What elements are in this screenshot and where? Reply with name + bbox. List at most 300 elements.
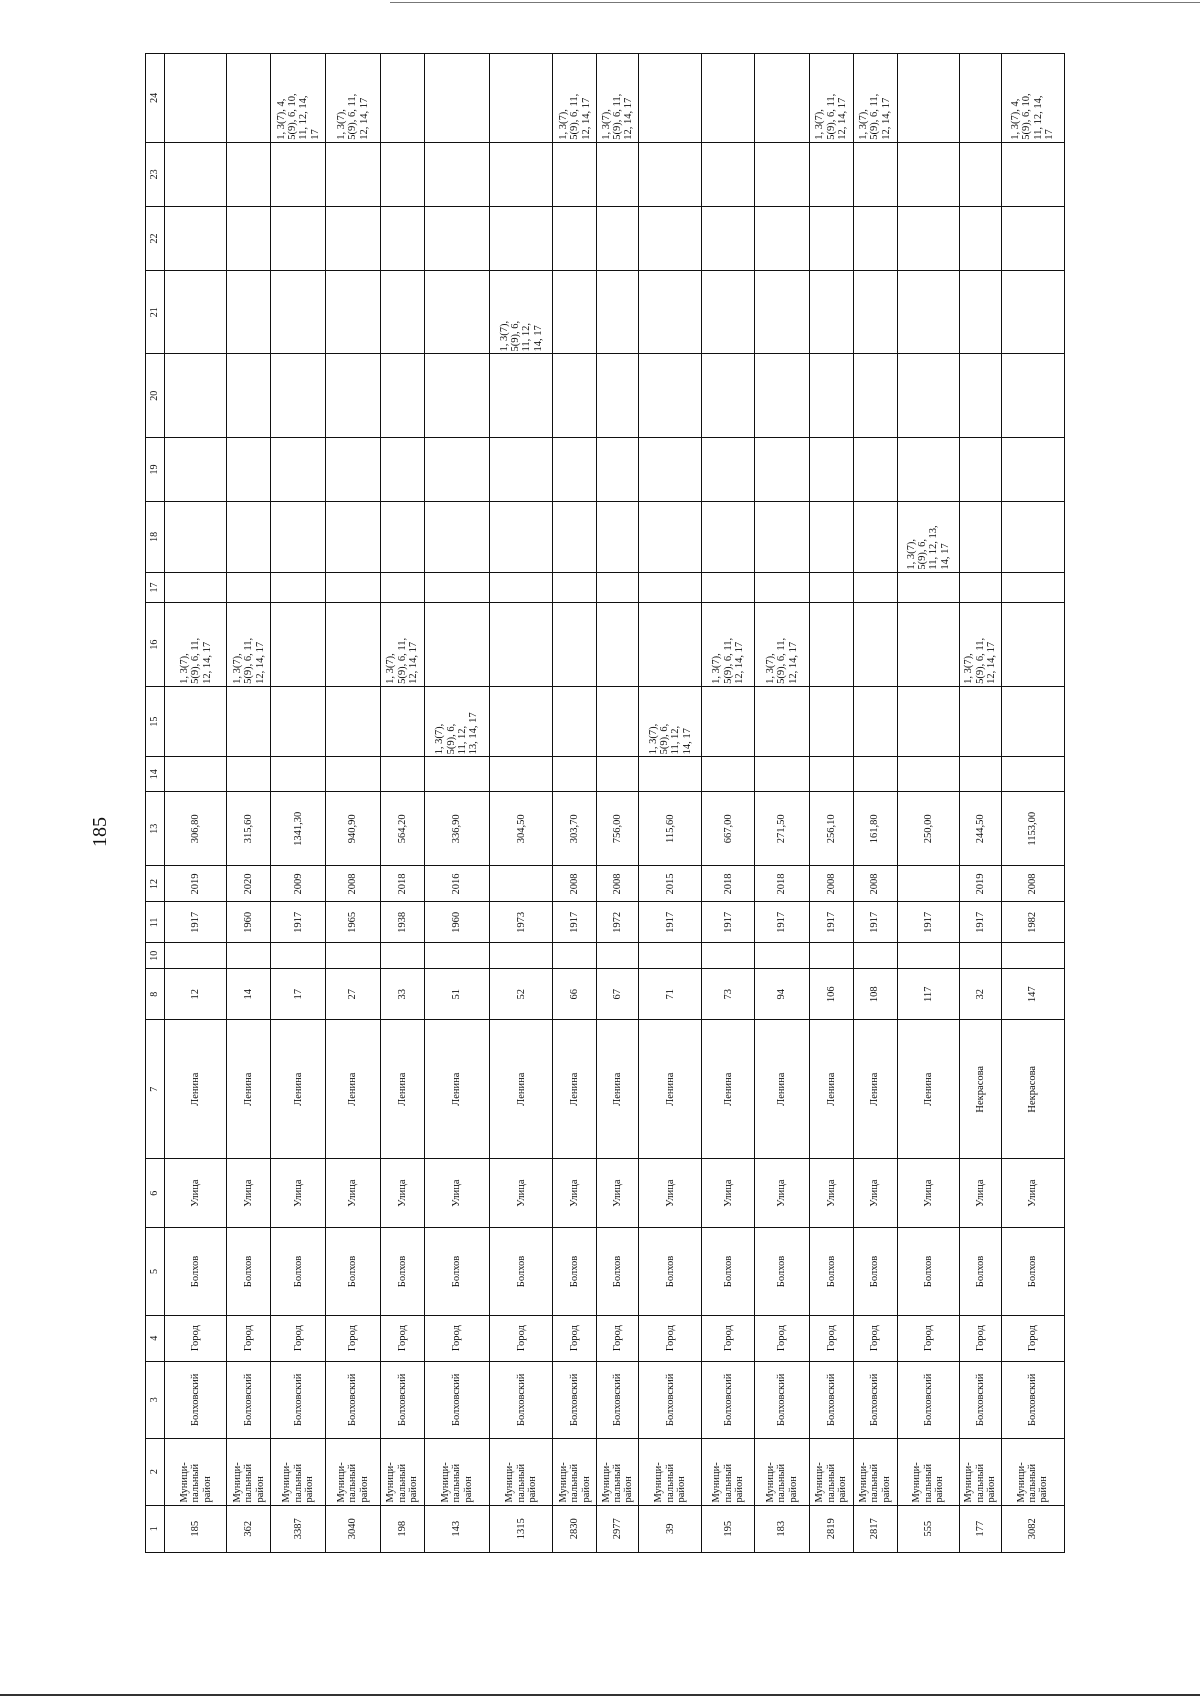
table-cell: Муници- пальный район <box>1001 1438 1064 1505</box>
table-cell: 12 <box>165 969 227 1020</box>
table-cell <box>597 206 639 270</box>
table-cell: Болховский <box>424 1361 489 1438</box>
column-number: 1 <box>146 1505 165 1552</box>
table-cell: Муници- пальный район <box>424 1438 489 1505</box>
table-cell: Болхов <box>227 1228 271 1315</box>
table-cell: Муници- пальный район <box>755 1438 810 1505</box>
table-cell <box>424 943 489 969</box>
table-cell <box>639 142 702 206</box>
table-cell: 177 <box>959 1505 1001 1552</box>
table-cell <box>227 943 271 969</box>
table-cell: Болхов <box>597 1228 639 1315</box>
table-cell: 143 <box>424 1505 489 1552</box>
table-cell <box>553 572 597 603</box>
table-cell <box>227 757 271 792</box>
table-cell <box>897 437 959 501</box>
table-cell <box>326 603 381 686</box>
table-cell <box>597 502 639 573</box>
table-row <box>490 54 553 1553</box>
table-cell <box>424 206 489 270</box>
table-cell: 1, 3(7), 5(9), 6, 11, 12, 14, 17 <box>380 603 424 686</box>
table-cell <box>380 502 424 573</box>
table-cell: Город <box>271 1315 326 1361</box>
table-cell: 3040 <box>326 1505 381 1552</box>
table-cell: Болховский <box>553 1361 597 1438</box>
table-cell: Болховский <box>853 1361 897 1438</box>
table-cell: Город <box>853 1315 897 1361</box>
table-cell <box>165 54 227 143</box>
table-cell: 336,90 <box>424 792 489 866</box>
table-cell <box>639 572 702 603</box>
table-cell: Болхов <box>809 1228 853 1315</box>
table-cell <box>702 943 755 969</box>
table-cell: 1917 <box>271 902 326 943</box>
table-cell: Улица <box>553 1159 597 1228</box>
table-cell: Муници- пальный район <box>326 1438 381 1505</box>
table-cell: Муници- пальный район <box>897 1438 959 1505</box>
table-cell <box>755 206 810 270</box>
table-cell <box>165 943 227 969</box>
table-cell <box>424 603 489 686</box>
table-cell <box>424 142 489 206</box>
table-cell: 303,70 <box>553 792 597 866</box>
table-cell <box>702 572 755 603</box>
table-cell: 1982 <box>1001 902 1064 943</box>
table-cell <box>165 757 227 792</box>
table-cell: 564,20 <box>380 792 424 866</box>
table-row <box>755 54 810 1553</box>
table-cell <box>553 686 597 757</box>
table-cell: 1341,30 <box>271 792 326 866</box>
table-cell <box>1001 502 1064 573</box>
table-cell <box>424 354 489 437</box>
table-cell: Город <box>490 1315 553 1361</box>
table-cell: Болхов <box>853 1228 897 1315</box>
table-cell: 17 <box>271 969 326 1020</box>
table-cell: Болхов <box>755 1228 810 1315</box>
table-cell: Муници- пальный район <box>490 1438 553 1505</box>
table-cell: 94 <box>755 969 810 1020</box>
table-row <box>271 54 326 1553</box>
table-cell <box>380 437 424 501</box>
column-number: 8 <box>146 969 165 1020</box>
table-cell: 1917 <box>809 902 853 943</box>
table-cell: 2817 <box>853 1505 897 1552</box>
column-number: 10 <box>146 943 165 969</box>
table-cell: 2977 <box>597 1505 639 1552</box>
table-cell <box>1001 943 1064 969</box>
table-cell <box>809 757 853 792</box>
table-cell: Болхов <box>702 1228 755 1315</box>
column-number: 5 <box>146 1228 165 1315</box>
table-cell: Город <box>165 1315 227 1361</box>
table-cell: Муници- пальный район <box>959 1438 1001 1505</box>
table-cell <box>424 572 489 603</box>
header-row <box>146 54 165 1553</box>
table-cell <box>165 271 227 354</box>
table-cell <box>702 502 755 573</box>
table-cell: 756,00 <box>597 792 639 866</box>
table-cell: 198 <box>380 1505 424 1552</box>
table-cell <box>326 757 381 792</box>
table-cell <box>553 437 597 501</box>
table-cell <box>897 866 959 902</box>
table-cell <box>853 757 897 792</box>
table-cell <box>553 502 597 573</box>
table-cell: 2008 <box>326 866 381 902</box>
table-cell: 2830 <box>553 1505 597 1552</box>
table-cell <box>702 437 755 501</box>
table-cell: Муници- пальный район <box>165 1438 227 1505</box>
table-cell <box>755 757 810 792</box>
table-cell: Болховский <box>897 1361 959 1438</box>
table-cell <box>959 437 1001 501</box>
table-cell: 1, 3(7), 5(9), 6, 11, 12, 14, 17 <box>809 54 853 143</box>
table-row <box>424 54 489 1553</box>
table-cell: 2008 <box>597 866 639 902</box>
table-cell <box>553 943 597 969</box>
table-cell <box>490 686 553 757</box>
table-cell <box>1001 206 1064 270</box>
table-cell <box>959 943 1001 969</box>
table-cell: 185 <box>165 1505 227 1552</box>
table-cell <box>326 437 381 501</box>
table-cell: Улица <box>165 1159 227 1228</box>
table-cell <box>227 142 271 206</box>
table-cell <box>809 271 853 354</box>
table-cell <box>271 603 326 686</box>
table-cell <box>165 572 227 603</box>
table-cell: 1, 3(7), 5(9), 6, 11, 12, 14, 17 <box>227 603 271 686</box>
table-row <box>853 54 897 1553</box>
column-number: 3 <box>146 1361 165 1438</box>
table-cell: Болховский <box>165 1361 227 1438</box>
table-cell <box>959 572 1001 603</box>
table-cell: Улица <box>271 1159 326 1228</box>
table-cell: Улица <box>853 1159 897 1228</box>
table-cell <box>639 54 702 143</box>
table-cell <box>326 502 381 573</box>
table-cell: 667,00 <box>702 792 755 866</box>
table-cell <box>553 354 597 437</box>
table-cell <box>702 354 755 437</box>
table-cell <box>553 271 597 354</box>
table-cell <box>702 757 755 792</box>
table-cell: 1938 <box>380 902 424 943</box>
table-cell: 195 <box>702 1505 755 1552</box>
table-cell <box>326 354 381 437</box>
table-cell <box>271 943 326 969</box>
table-cell: Город <box>702 1315 755 1361</box>
table-cell <box>959 354 1001 437</box>
table-cell: Улица <box>424 1159 489 1228</box>
table-cell <box>1001 757 1064 792</box>
table-cell: 1, 3(7), 5(9), 6, 11, 12, 14, 17 <box>326 54 381 143</box>
table-cell <box>326 686 381 757</box>
table-cell <box>639 271 702 354</box>
table-cell <box>380 757 424 792</box>
table-cell <box>755 271 810 354</box>
table-cell: 161,80 <box>853 792 897 866</box>
table-cell <box>490 572 553 603</box>
table-cell: 2019 <box>165 866 227 902</box>
table-cell <box>490 54 553 143</box>
table-cell <box>271 206 326 270</box>
table-cell <box>853 437 897 501</box>
table-cell: 2009 <box>271 866 326 902</box>
table-cell <box>165 142 227 206</box>
table-cell: 2018 <box>755 866 810 902</box>
column-number: 4 <box>146 1315 165 1361</box>
table-cell: 1, 3(7), 5(9), 6, 11, 12, 14, 17 <box>165 603 227 686</box>
table-cell: Улица <box>755 1159 810 1228</box>
table-cell: 1, 3(7), 5(9), 6, 11, 12, 14, 17 <box>959 603 1001 686</box>
table-cell <box>326 271 381 354</box>
table-cell <box>227 437 271 501</box>
table-row <box>959 54 1001 1553</box>
table-cell: 27 <box>326 969 381 1020</box>
table-row <box>553 54 597 1553</box>
table-cell <box>1001 603 1064 686</box>
table-cell: Город <box>809 1315 853 1361</box>
table-cell: 147 <box>1001 969 1064 1020</box>
table-cell: Улица <box>959 1159 1001 1228</box>
table-cell <box>380 142 424 206</box>
table-cell: Ленина <box>809 1020 853 1159</box>
table-cell <box>809 502 853 573</box>
table-cell: 32 <box>959 969 1001 1020</box>
table-cell: Улица <box>639 1159 702 1228</box>
table-cell <box>165 502 227 573</box>
table-cell: 2018 <box>380 866 424 902</box>
table-cell: Улица <box>380 1159 424 1228</box>
table-cell <box>597 943 639 969</box>
column-number: 17 <box>146 572 165 603</box>
table-cell: 67 <box>597 969 639 1020</box>
table-cell: 256,10 <box>809 792 853 866</box>
column-number: 21 <box>146 271 165 354</box>
table-cell <box>809 603 853 686</box>
table-cell <box>553 206 597 270</box>
column-number: 20 <box>146 354 165 437</box>
table-cell <box>380 572 424 603</box>
column-number: 11 <box>146 902 165 943</box>
table-cell: 52 <box>490 969 553 1020</box>
table-cell: 73 <box>702 969 755 1020</box>
table-cell <box>326 142 381 206</box>
table-cell <box>639 354 702 437</box>
table-row <box>897 54 959 1553</box>
table-cell <box>809 354 853 437</box>
table-cell: 1917 <box>702 902 755 943</box>
table-cell <box>639 206 702 270</box>
table-row <box>380 54 424 1553</box>
table-cell: 2020 <box>227 866 271 902</box>
table-cell <box>959 54 1001 143</box>
table-cell <box>271 502 326 573</box>
column-number: 14 <box>146 757 165 792</box>
table-cell <box>597 757 639 792</box>
table-cell <box>959 757 1001 792</box>
table-cell <box>271 354 326 437</box>
table-cell <box>853 271 897 354</box>
table-cell: 2008 <box>553 866 597 902</box>
table-cell <box>897 686 959 757</box>
table-cell <box>959 502 1001 573</box>
table-row <box>809 54 853 1553</box>
table-cell <box>897 271 959 354</box>
table-cell: Муници- пальный район <box>597 1438 639 1505</box>
table-cell: Ленина <box>853 1020 897 1159</box>
table-cell: Болховский <box>639 1361 702 1438</box>
table-cell: Муници- пальный район <box>853 1438 897 1505</box>
column-number: 15 <box>146 686 165 757</box>
table-cell: 1917 <box>755 902 810 943</box>
table-cell <box>271 686 326 757</box>
table-cell: 1917 <box>959 902 1001 943</box>
table-cell: 1, 3(7), 4, 5(9), 6, 10, 11, 12, 14, 17 <box>1001 54 1064 143</box>
table-cell <box>702 206 755 270</box>
table-cell: 1965 <box>326 902 381 943</box>
table-cell <box>809 572 853 603</box>
table-cell: 51 <box>424 969 489 1020</box>
table-cell: 1, 3(7), 5(9), 6, 11, 12, 14, 17 <box>553 54 597 143</box>
table-cell: Болхов <box>380 1228 424 1315</box>
table-cell: 2015 <box>639 866 702 902</box>
table-cell: Город <box>424 1315 489 1361</box>
table-cell <box>380 686 424 757</box>
table-cell: 1, 3(7), 5(9), 6, 11, 12, 13, 14, 17 <box>897 502 959 573</box>
table-cell <box>639 437 702 501</box>
table-cell <box>597 437 639 501</box>
table-cell: 39 <box>639 1505 702 1552</box>
table-cell: Болховский <box>1001 1361 1064 1438</box>
table-cell: 2016 <box>424 866 489 902</box>
table-cell <box>553 142 597 206</box>
table-cell <box>380 206 424 270</box>
table-cell: Ленина <box>553 1020 597 1159</box>
table-cell: 3082 <box>1001 1505 1064 1552</box>
table-cell <box>897 603 959 686</box>
table-cell <box>755 502 810 573</box>
table-cell: 33 <box>380 969 424 1020</box>
table-cell <box>702 271 755 354</box>
table-cell <box>853 206 897 270</box>
table-cell: Болхов <box>165 1228 227 1315</box>
table-cell <box>755 354 810 437</box>
table-cell: 1973 <box>490 902 553 943</box>
table-cell <box>165 437 227 501</box>
table-cell: Болховский <box>326 1361 381 1438</box>
table-cell <box>897 572 959 603</box>
table-cell <box>809 943 853 969</box>
table-cell: 1, 3(7), 5(9), 6, 11, 12, 14, 17 <box>490 271 553 354</box>
table-cell: 315,60 <box>227 792 271 866</box>
table-cell <box>897 943 959 969</box>
table-cell <box>897 206 959 270</box>
scan-edge-bottom <box>0 1694 1200 1696</box>
table-cell: Ленина <box>380 1020 424 1159</box>
table-cell <box>959 206 1001 270</box>
table-cell: Болхов <box>326 1228 381 1315</box>
table-cell <box>702 142 755 206</box>
table-cell: 115,60 <box>639 792 702 866</box>
table-cell: Болхов <box>897 1228 959 1315</box>
table-cell <box>755 572 810 603</box>
table-cell <box>227 502 271 573</box>
table-cell: Болхов <box>553 1228 597 1315</box>
table-cell: Город <box>755 1315 810 1361</box>
table-cell <box>424 271 489 354</box>
table-cell: Улица <box>326 1159 381 1228</box>
column-number: 12 <box>146 866 165 902</box>
table-cell: 1972 <box>597 902 639 943</box>
table-cell: Болхов <box>639 1228 702 1315</box>
table-cell: Болховский <box>959 1361 1001 1438</box>
table-cell <box>380 354 424 437</box>
table-cell: Болховский <box>809 1361 853 1438</box>
table-cell <box>553 757 597 792</box>
table-cell: Город <box>326 1315 381 1361</box>
table-cell <box>853 572 897 603</box>
table-cell: Болховский <box>271 1361 326 1438</box>
table-cell <box>553 603 597 686</box>
table-cell: Болховский <box>597 1361 639 1438</box>
table-cell: Улица <box>490 1159 553 1228</box>
table-cell: 2008 <box>809 866 853 902</box>
table-cell: 1917 <box>853 902 897 943</box>
table-cell <box>1001 572 1064 603</box>
table-cell: 244,50 <box>959 792 1001 866</box>
table-cell <box>326 206 381 270</box>
table-cell <box>424 437 489 501</box>
table-cell <box>227 54 271 143</box>
table-cell <box>809 206 853 270</box>
table-row <box>227 54 271 1553</box>
table-cell: Ленина <box>897 1020 959 1159</box>
table-cell: Муници- пальный район <box>553 1438 597 1505</box>
table-cell: 1917 <box>165 902 227 943</box>
table-cell <box>755 54 810 143</box>
table-cell: 304,50 <box>490 792 553 866</box>
table-cell <box>490 502 553 573</box>
table-cell <box>1001 686 1064 757</box>
table-cell <box>326 572 381 603</box>
table-cell: 250,00 <box>897 792 959 866</box>
table-cell <box>271 572 326 603</box>
table-cell: Ленина <box>326 1020 381 1159</box>
table-cell: 1, 3(7), 4, 5(9), 6, 10, 11, 12, 14, 17 <box>271 54 326 143</box>
table-cell: Болховский <box>380 1361 424 1438</box>
table-cell: Город <box>553 1315 597 1361</box>
table-cell: Болхов <box>490 1228 553 1315</box>
table-cell: 108 <box>853 969 897 1020</box>
table-cell <box>639 757 702 792</box>
table-cell <box>165 354 227 437</box>
table-cell: Ленина <box>597 1020 639 1159</box>
table-cell: 2008 <box>1001 866 1064 902</box>
table-cell: 2019 <box>959 866 1001 902</box>
table-cell <box>380 271 424 354</box>
table-cell: Ленина <box>165 1020 227 1159</box>
table-cell: 2819 <box>809 1505 853 1552</box>
column-number: 16 <box>146 603 165 686</box>
table-cell <box>755 437 810 501</box>
table-cell: 71 <box>639 969 702 1020</box>
table-cell <box>597 603 639 686</box>
table-cell: Муници- пальный район <box>227 1438 271 1505</box>
table-cell: 1, 3(7), 5(9), 6, 11, 12, 14, 17 <box>755 603 810 686</box>
